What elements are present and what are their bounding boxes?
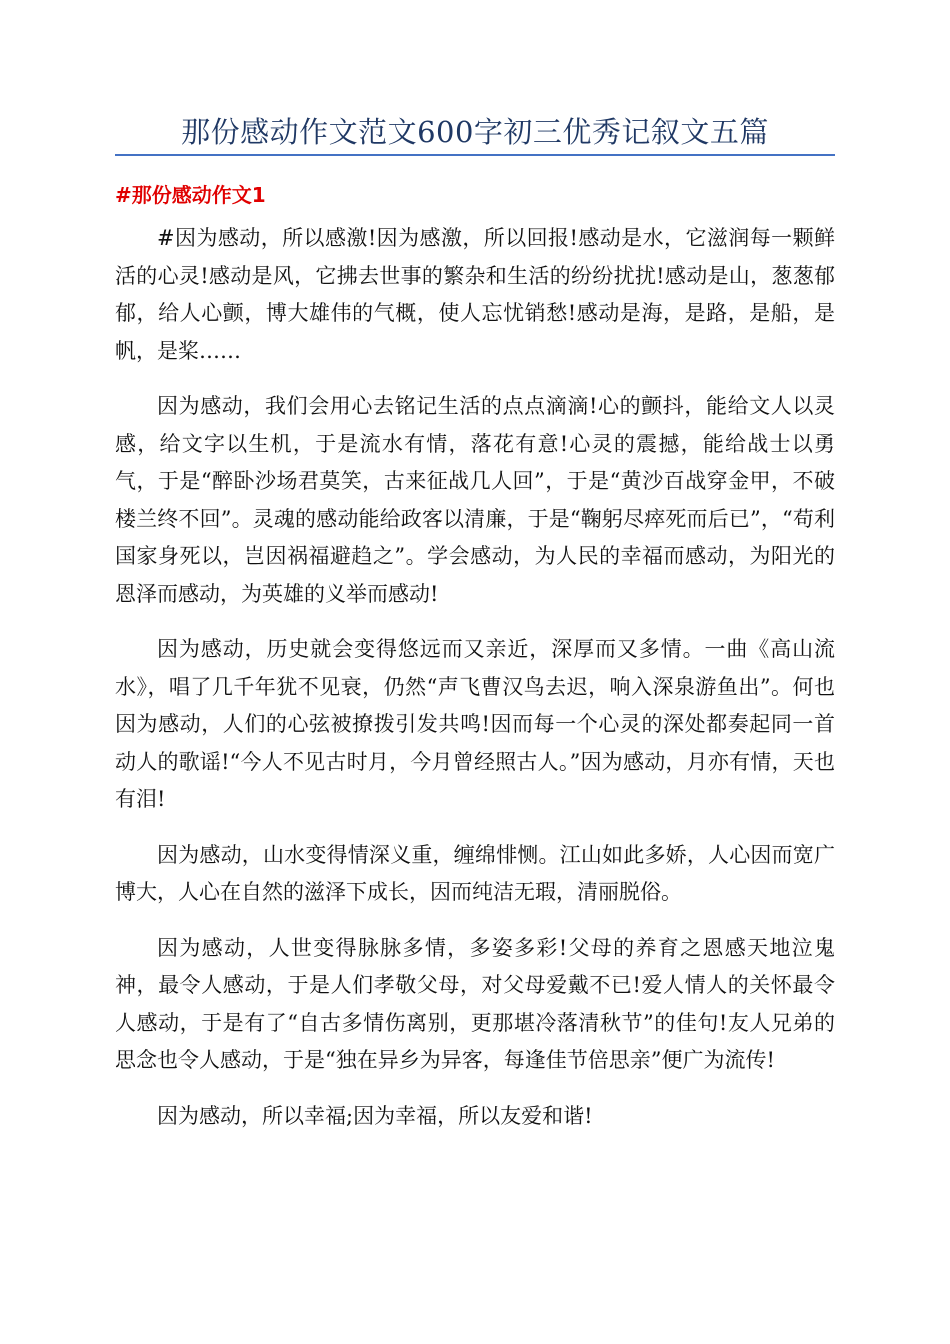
title-underline-rule bbox=[115, 154, 835, 156]
paragraph-1: #因为感动，所以感激!因为感激，所以回报!感动是水，它滋润每一颗鲜活的心灵!感动是风，它拂去世事的繁杂和生活的纷纷扰扰!感动是山，葱葱郁郁，给人心颤，博大雄伟的气概，使人忘忧销愁!感动是海，是路，是船，是帆，是桨…… bbox=[115, 226, 835, 363]
paragraph-5: 因为感动，人世变得脉脉多情，多姿多彩!父母的养育之恩感天地泣鬼神，最令人感动，于是人们孝敬父母，对父母爱戴不已!爱人情人的关怀最令人感动，于是有了“自古多情伤离别，更那堪冷落清秋节”的佳句!友人兄弟的思念也令人感动，于是“独在异乡为异客，每逢佳节倍思亲”便广为流传! bbox=[115, 935, 835, 1072]
paragraph-4: 因为感动，山水变得情深义重，缠绵悱恻。江山如此多娇，人心因而宽广博大，人心在自然的滋泽下成长，因而纯洁无瑕，清丽脱俗。 bbox=[115, 842, 835, 904]
document-title: 那份感动作文范文600字初三优秀记叙文五篇 bbox=[181, 115, 769, 149]
section-heading: #那份感动作文1 bbox=[115, 183, 266, 207]
paragraph-2: 因为感动，我们会用心去铭记生活的点点滴滴!心的颤抖，能给文人以灵感，给文字以生机，于是流水有情，落花有意!心灵的震撼，能给战士以勇气，于是“醉卧沙场君莫笑，古来征战几人回”，于是“黄沙百战穿金甲，不破楼兰终不回”。灵魂的感动能给政客以清廉，于是“鞠躬尽瘁死而后已”，“苟利国家身死以，岂因祸福避趋之”。学会感动，为人民的幸福而感动，为阳光的恩泽而感动，为英雄的义举而感动! bbox=[115, 394, 835, 606]
paragraph-3: 因为感动，历史就会变得悠远而又亲近，深厚而又多情。一曲《高山流水》，唱了几千年犹不见衰，仍然“声飞曹汉鸟去迟，响入深泉游鱼出”。何也因为感动，人们的心弦被撩拨引发共鸣!因而每一个心灵的深处都奏起同一首动人的歌谣!“今人不见古时月，今月曾经照古人。”因为感动，月亦有情，天也有泪! bbox=[115, 637, 835, 811]
paragraph-6: 因为感动，所以幸福;因为幸福，所以友爱和谐! bbox=[157, 1103, 593, 1128]
essay-body bbox=[115, 220, 835, 1153]
